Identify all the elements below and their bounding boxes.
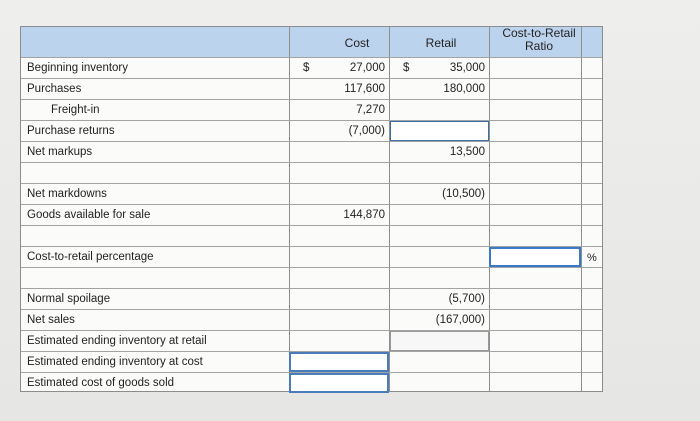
cost-freight-in: 7,270 bbox=[356, 104, 385, 116]
retail-normal-spoilage: (5,700) bbox=[448, 293, 485, 305]
label-net-markdowns: Net markdowns bbox=[27, 188, 107, 200]
retail-header: Retail bbox=[425, 36, 457, 50]
label-purchases: Purchases bbox=[27, 83, 82, 95]
label-cost-of-goods-sold: Estimated cost of goods sold bbox=[27, 377, 175, 389]
table-row bbox=[21, 183, 602, 204]
cost-dollar-sign: $ bbox=[303, 62, 310, 74]
table-row bbox=[21, 78, 602, 99]
label-freight-in: Freight-in bbox=[51, 104, 100, 116]
ending-inventory-cost-input[interactable] bbox=[289, 352, 389, 372]
ratio-header: Cost-to-Retail Ratio bbox=[502, 26, 576, 53]
label-normal-spoilage: Normal spoilage bbox=[27, 293, 111, 305]
retail-net-markups: 13,500 bbox=[449, 146, 485, 158]
label-beginning-inventory: Beginning inventory bbox=[27, 62, 129, 74]
cost-goods-available: 144,870 bbox=[343, 209, 385, 221]
cost-purchase-returns: (7,000) bbox=[348, 125, 385, 137]
table-row bbox=[21, 162, 602, 183]
retail-inventory-table bbox=[20, 26, 603, 392]
label-net-sales: Net sales bbox=[27, 314, 75, 326]
table-row bbox=[21, 267, 602, 288]
retail-net-sales: (167,000) bbox=[435, 314, 485, 326]
freight-in-retail-input[interactable] bbox=[390, 121, 489, 141]
label-net-markups: Net markups bbox=[27, 146, 93, 158]
cost-beginning-inventory: 27,000 bbox=[349, 62, 385, 74]
ending-inventory-retail-input[interactable] bbox=[390, 331, 489, 351]
label-goods-available: Goods available for sale bbox=[27, 209, 151, 221]
cost-header: Cost bbox=[344, 36, 370, 50]
retail-net-markdowns: (10,500) bbox=[442, 188, 485, 200]
label-purchase-returns: Purchase returns bbox=[27, 125, 115, 137]
table-row bbox=[21, 141, 602, 162]
retail-beginning-inventory: 35,000 bbox=[449, 62, 485, 74]
label-ending-inventory-retail: Estimated ending inventory at retail bbox=[27, 335, 207, 347]
table-row bbox=[21, 309, 602, 330]
table-row bbox=[21, 225, 602, 246]
cost-purchases: 117,600 bbox=[344, 83, 385, 95]
cost-of-goods-sold-input[interactable] bbox=[289, 373, 389, 393]
retail-dollar-sign: $ bbox=[403, 62, 410, 74]
table-row bbox=[21, 99, 602, 120]
percent-sign: % bbox=[587, 252, 597, 264]
label-cost-to-retail-percentage: Cost-to-retail percentage bbox=[27, 251, 154, 263]
retail-purchases: 180,000 bbox=[443, 83, 485, 95]
ratio-input[interactable] bbox=[489, 247, 581, 267]
label-ending-inventory-cost: Estimated ending inventory at cost bbox=[27, 356, 203, 368]
